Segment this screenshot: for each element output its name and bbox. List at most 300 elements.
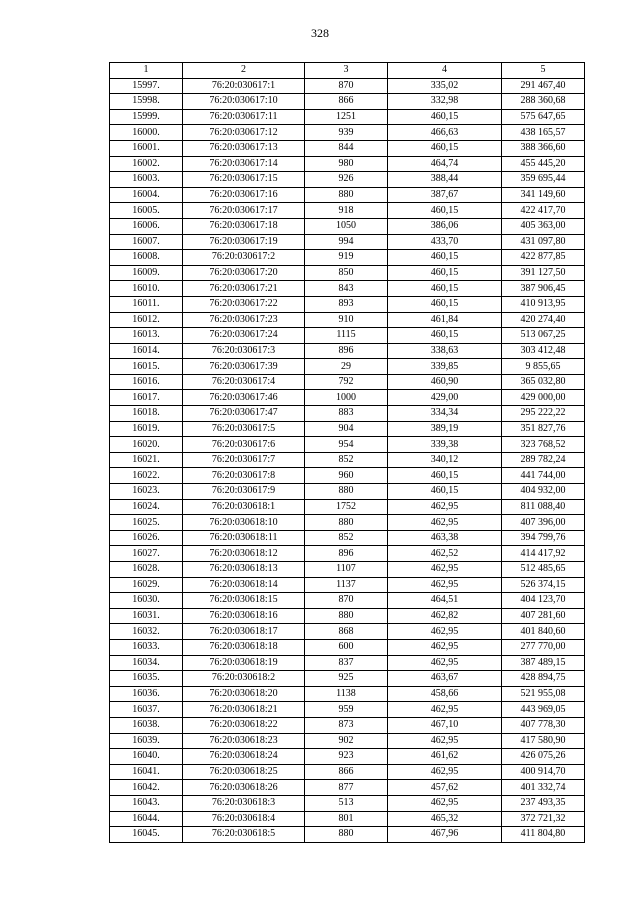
- value-cell: 431 097,80: [502, 234, 585, 250]
- cadastral-number-cell: 76:20:030617:9: [183, 484, 305, 500]
- table-row: [110, 717, 585, 733]
- value-cell: 422 417,70: [502, 203, 585, 219]
- row-number-cell: 16021.: [110, 452, 183, 468]
- table-row: [110, 639, 585, 655]
- row-number-cell: 16019.: [110, 421, 183, 437]
- area-cell: 868: [305, 624, 388, 640]
- rate-cell: 462,95: [388, 562, 502, 578]
- area-cell: 866: [305, 764, 388, 780]
- table-row: [110, 686, 585, 702]
- value-cell: 429 000,00: [502, 390, 585, 406]
- rate-cell: 460,15: [388, 203, 502, 219]
- rate-cell: 462,95: [388, 795, 502, 811]
- cadastral-number-cell: 76:20:030618:25: [183, 764, 305, 780]
- table-row: [110, 811, 585, 827]
- cadastral-number-cell: 76:20:030617:15: [183, 172, 305, 188]
- area-cell: 896: [305, 343, 388, 359]
- rate-cell: 386,06: [388, 218, 502, 234]
- area-cell: 893: [305, 296, 388, 312]
- value-cell: 394 799,76: [502, 530, 585, 546]
- column-header-5: 5: [502, 63, 585, 79]
- header-row: [110, 63, 585, 79]
- value-cell: 401 840,60: [502, 624, 585, 640]
- rate-cell: 429,00: [388, 390, 502, 406]
- value-cell: 291 467,40: [502, 78, 585, 94]
- area-cell: 980: [305, 156, 388, 172]
- table-row: [110, 499, 585, 515]
- area-cell: 852: [305, 452, 388, 468]
- value-cell: 438 165,57: [502, 125, 585, 141]
- cadastral-number-cell: 76:20:030618:16: [183, 608, 305, 624]
- rate-cell: 460,90: [388, 374, 502, 390]
- table-row: [110, 484, 585, 500]
- table-row: [110, 437, 585, 453]
- rate-cell: 460,15: [388, 281, 502, 297]
- row-number-cell: 16018.: [110, 406, 183, 422]
- cadastral-number-cell: 76:20:030617:8: [183, 468, 305, 484]
- value-cell: 428 894,75: [502, 671, 585, 687]
- value-cell: 341 149,60: [502, 187, 585, 203]
- row-number-cell: 16013.: [110, 328, 183, 344]
- rate-cell: 462,95: [388, 499, 502, 515]
- value-cell: 365 032,80: [502, 374, 585, 390]
- rate-cell: 462,95: [388, 624, 502, 640]
- cadastral-number-cell: 76:20:030618:23: [183, 733, 305, 749]
- cadastral-number-cell: 76:20:030618:14: [183, 577, 305, 593]
- row-number-cell: 16030.: [110, 593, 183, 609]
- rate-cell: 465,32: [388, 811, 502, 827]
- value-cell: 441 744,00: [502, 468, 585, 484]
- row-number-cell: 16029.: [110, 577, 183, 593]
- table-row: [110, 265, 585, 281]
- cadastral-number-cell: 76:20:030618:3: [183, 795, 305, 811]
- table-row: [110, 374, 585, 390]
- cadastral-number-cell: 76:20:030617:6: [183, 437, 305, 453]
- row-number-cell: 16007.: [110, 234, 183, 250]
- area-cell: 954: [305, 437, 388, 453]
- table-row: [110, 421, 585, 437]
- rate-cell: 460,15: [388, 250, 502, 266]
- area-cell: 600: [305, 639, 388, 655]
- cadastral-number-cell: 76:20:030617:24: [183, 328, 305, 344]
- row-number-cell: 16039.: [110, 733, 183, 749]
- cadastral-number-cell: 76:20:030618:22: [183, 717, 305, 733]
- row-number-cell: 16001.: [110, 140, 183, 156]
- table-row: [110, 203, 585, 219]
- value-cell: 411 804,80: [502, 827, 585, 843]
- rate-cell: 457,62: [388, 780, 502, 796]
- rate-cell: 462,95: [388, 733, 502, 749]
- value-cell: 512 485,65: [502, 562, 585, 578]
- row-number-cell: 16010.: [110, 281, 183, 297]
- row-number-cell: 16017.: [110, 390, 183, 406]
- table-row: [110, 187, 585, 203]
- cadastral-number-cell: 76:20:030617:21: [183, 281, 305, 297]
- table-row: [110, 624, 585, 640]
- row-number-cell: 16002.: [110, 156, 183, 172]
- area-cell: 1107: [305, 562, 388, 578]
- row-number-cell: 16023.: [110, 484, 183, 500]
- row-number-cell: 16009.: [110, 265, 183, 281]
- cadastral-number-cell: 76:20:030617:47: [183, 406, 305, 422]
- area-cell: 873: [305, 717, 388, 733]
- row-number-cell: 16028.: [110, 562, 183, 578]
- cadastral-number-cell: 76:20:030617:11: [183, 109, 305, 125]
- row-number-cell: 16034.: [110, 655, 183, 671]
- rate-cell: 458,66: [388, 686, 502, 702]
- value-cell: 407 281,60: [502, 608, 585, 624]
- table-row: [110, 577, 585, 593]
- cadastral-number-cell: 76:20:030617:46: [183, 390, 305, 406]
- table-row: [110, 312, 585, 328]
- cadastral-number-cell: 76:20:030618:18: [183, 639, 305, 655]
- cadastral-number-cell: 76:20:030617:4: [183, 374, 305, 390]
- cadastral-number-cell: 76:20:030617:16: [183, 187, 305, 203]
- area-cell: 1050: [305, 218, 388, 234]
- area-cell: 801: [305, 811, 388, 827]
- table-row: [110, 733, 585, 749]
- rate-cell: 335,02: [388, 78, 502, 94]
- row-number-cell: 16016.: [110, 374, 183, 390]
- page-number: 328: [311, 26, 329, 40]
- row-number-cell: 16014.: [110, 343, 183, 359]
- table-row: [110, 530, 585, 546]
- table-row: [110, 390, 585, 406]
- rate-cell: 388,44: [388, 172, 502, 188]
- row-number-cell: 16003.: [110, 172, 183, 188]
- rate-cell: 460,15: [388, 468, 502, 484]
- cadastral-number-cell: 76:20:030617:13: [183, 140, 305, 156]
- value-cell: 426 075,26: [502, 749, 585, 765]
- cadastral-number-cell: 76:20:030618:13: [183, 562, 305, 578]
- value-cell: 407 396,00: [502, 515, 585, 531]
- cadastral-number-cell: 76:20:030618:26: [183, 780, 305, 796]
- area-cell: 880: [305, 484, 388, 500]
- cadastral-number-cell: 76:20:030617:20: [183, 265, 305, 281]
- table-row: [110, 125, 585, 141]
- row-number-cell: 16012.: [110, 312, 183, 328]
- area-cell: 904: [305, 421, 388, 437]
- value-cell: 410 913,95: [502, 296, 585, 312]
- table-row: [110, 546, 585, 562]
- cadastral-number-cell: 76:20:030617:5: [183, 421, 305, 437]
- cadastral-number-cell: 76:20:030618:1: [183, 499, 305, 515]
- area-cell: 880: [305, 608, 388, 624]
- area-cell: 1138: [305, 686, 388, 702]
- cadastral-number-cell: 76:20:030618:12: [183, 546, 305, 562]
- area-cell: 925: [305, 671, 388, 687]
- rate-cell: 462,95: [388, 655, 502, 671]
- area-cell: 919: [305, 250, 388, 266]
- row-number-cell: 16040.: [110, 749, 183, 765]
- row-number-cell: 16026.: [110, 530, 183, 546]
- value-cell: 323 768,52: [502, 437, 585, 453]
- cadastral-number-cell: 76:20:030618:24: [183, 749, 305, 765]
- rate-cell: 340,12: [388, 452, 502, 468]
- cadastral-number-cell: 76:20:030617:3: [183, 343, 305, 359]
- row-number-cell: 16006.: [110, 218, 183, 234]
- column-header-1: 1: [110, 63, 183, 79]
- value-cell: 388 366,60: [502, 140, 585, 156]
- area-cell: 883: [305, 406, 388, 422]
- area-cell: 1251: [305, 109, 388, 125]
- table-row: [110, 608, 585, 624]
- cadastral-number-cell: 76:20:030617:23: [183, 312, 305, 328]
- cadastral-number-cell: 76:20:030617:7: [183, 452, 305, 468]
- rate-cell: 462,52: [388, 546, 502, 562]
- area-cell: 910: [305, 312, 388, 328]
- value-cell: 387 906,45: [502, 281, 585, 297]
- area-cell: 896: [305, 546, 388, 562]
- area-cell: 1137: [305, 577, 388, 593]
- cadastral-number-cell: 76:20:030618:10: [183, 515, 305, 531]
- value-cell: 387 489,15: [502, 655, 585, 671]
- rate-cell: 461,84: [388, 312, 502, 328]
- area-cell: 880: [305, 515, 388, 531]
- value-cell: 359 695,44: [502, 172, 585, 188]
- row-number-cell: 16008.: [110, 250, 183, 266]
- value-cell: 811 088,40: [502, 499, 585, 515]
- table-row: [110, 702, 585, 718]
- row-number-cell: 16045.: [110, 827, 183, 843]
- row-number-cell: 15997.: [110, 78, 183, 94]
- column-header-2: 2: [183, 63, 305, 79]
- table-row: [110, 764, 585, 780]
- cadastral-number-cell: 76:20:030618:17: [183, 624, 305, 640]
- rate-cell: 339,85: [388, 359, 502, 375]
- rate-cell: 460,15: [388, 296, 502, 312]
- rate-cell: 389,19: [388, 421, 502, 437]
- value-cell: 401 332,74: [502, 780, 585, 796]
- table-row: [110, 671, 585, 687]
- table-row: [110, 94, 585, 110]
- table-row: [110, 109, 585, 125]
- column-header-4: 4: [388, 63, 502, 79]
- rate-cell: 460,15: [388, 328, 502, 344]
- rate-cell: 339,38: [388, 437, 502, 453]
- cadastral-number-cell: 76:20:030618:21: [183, 702, 305, 718]
- value-cell: 575 647,65: [502, 109, 585, 125]
- value-cell: 513 067,25: [502, 328, 585, 344]
- value-cell: 417 580,90: [502, 733, 585, 749]
- cadastral-number-cell: 76:20:030618:15: [183, 593, 305, 609]
- row-number-cell: 16011.: [110, 296, 183, 312]
- area-cell: 792: [305, 374, 388, 390]
- value-cell: 407 778,30: [502, 717, 585, 733]
- area-cell: 959: [305, 702, 388, 718]
- value-cell: 391 127,50: [502, 265, 585, 281]
- table-row: [110, 172, 585, 188]
- value-cell: 526 374,15: [502, 577, 585, 593]
- row-number-cell: 16043.: [110, 795, 183, 811]
- area-cell: 513: [305, 795, 388, 811]
- rate-cell: 461,62: [388, 749, 502, 765]
- area-cell: 870: [305, 78, 388, 94]
- row-number-cell: 16032.: [110, 624, 183, 640]
- rate-cell: 462,95: [388, 515, 502, 531]
- rate-cell: 433,70: [388, 234, 502, 250]
- value-cell: 289 782,24: [502, 452, 585, 468]
- rate-cell: 460,15: [388, 265, 502, 281]
- table-row: [110, 218, 585, 234]
- row-number-cell: 16024.: [110, 499, 183, 515]
- table-body: [110, 78, 585, 842]
- data-table: [109, 62, 585, 843]
- rate-cell: 462,82: [388, 608, 502, 624]
- cadastral-number-cell: 76:20:030617:2: [183, 250, 305, 266]
- area-cell: 902: [305, 733, 388, 749]
- rate-cell: 460,15: [388, 140, 502, 156]
- rate-cell: 464,51: [388, 593, 502, 609]
- rate-cell: 464,74: [388, 156, 502, 172]
- area-cell: 939: [305, 125, 388, 141]
- rate-cell: 467,10: [388, 717, 502, 733]
- rate-cell: 338,63: [388, 343, 502, 359]
- cadastral-number-cell: 76:20:030617:1: [183, 78, 305, 94]
- table-row: [110, 593, 585, 609]
- table-row: [110, 452, 585, 468]
- area-cell: 843: [305, 281, 388, 297]
- rate-cell: 460,15: [388, 109, 502, 125]
- column-header-3: 3: [305, 63, 388, 79]
- area-cell: 880: [305, 827, 388, 843]
- area-cell: 1000: [305, 390, 388, 406]
- value-cell: 404 123,70: [502, 593, 585, 609]
- value-cell: 443 969,05: [502, 702, 585, 718]
- area-cell: 837: [305, 655, 388, 671]
- table-row: [110, 406, 585, 422]
- value-cell: 372 721,32: [502, 811, 585, 827]
- row-number-cell: 16025.: [110, 515, 183, 531]
- rate-cell: 462,95: [388, 702, 502, 718]
- cadastral-number-cell: 76:20:030617:22: [183, 296, 305, 312]
- row-number-cell: 15998.: [110, 94, 183, 110]
- row-number-cell: 16005.: [110, 203, 183, 219]
- table-row: [110, 655, 585, 671]
- area-cell: 877: [305, 780, 388, 796]
- value-cell: 414 417,92: [502, 546, 585, 562]
- area-cell: 852: [305, 530, 388, 546]
- value-cell: 455 445,20: [502, 156, 585, 172]
- area-cell: 866: [305, 94, 388, 110]
- row-number-cell: 16004.: [110, 187, 183, 203]
- cadastral-number-cell: 76:20:030617:14: [183, 156, 305, 172]
- row-number-cell: 16035.: [110, 671, 183, 687]
- row-number-cell: 16041.: [110, 764, 183, 780]
- rate-cell: 462,95: [388, 764, 502, 780]
- area-cell: 960: [305, 468, 388, 484]
- row-number-cell: 16033.: [110, 639, 183, 655]
- rate-cell: 462,95: [388, 639, 502, 655]
- row-number-cell: 16022.: [110, 468, 183, 484]
- table-row: [110, 78, 585, 94]
- area-cell: 1115: [305, 328, 388, 344]
- rate-cell: 332,98: [388, 94, 502, 110]
- value-cell: 404 932,00: [502, 484, 585, 500]
- rate-cell: 463,38: [388, 530, 502, 546]
- table-row: [110, 234, 585, 250]
- rate-cell: 463,67: [388, 671, 502, 687]
- value-cell: 277 770,00: [502, 639, 585, 655]
- value-cell: 420 274,40: [502, 312, 585, 328]
- value-cell: 295 222,22: [502, 406, 585, 422]
- cadastral-number-cell: 76:20:030618:4: [183, 811, 305, 827]
- rate-cell: 467,96: [388, 827, 502, 843]
- row-number-cell: 16042.: [110, 780, 183, 796]
- cadastral-number-cell: 76:20:030618:20: [183, 686, 305, 702]
- area-cell: 850: [305, 265, 388, 281]
- value-cell: 303 412,48: [502, 343, 585, 359]
- cadastral-number-cell: 76:20:030617:17: [183, 203, 305, 219]
- table-row: [110, 343, 585, 359]
- row-number-cell: 15999.: [110, 109, 183, 125]
- rate-cell: 466,63: [388, 125, 502, 141]
- table-row: [110, 780, 585, 796]
- row-number-cell: 16031.: [110, 608, 183, 624]
- table-row: [110, 140, 585, 156]
- value-cell: 9 855,65: [502, 359, 585, 375]
- cadastral-number-cell: 76:20:030617:10: [183, 94, 305, 110]
- value-cell: 351 827,76: [502, 421, 585, 437]
- rate-cell: 460,15: [388, 484, 502, 500]
- area-cell: 918: [305, 203, 388, 219]
- table-row: [110, 281, 585, 297]
- table-row: [110, 359, 585, 375]
- cadastral-number-cell: 76:20:030617:18: [183, 218, 305, 234]
- table-row: [110, 328, 585, 344]
- value-cell: 422 877,85: [502, 250, 585, 266]
- table-row: [110, 296, 585, 312]
- cadastral-number-cell: 76:20:030618:11: [183, 530, 305, 546]
- cadastral-number-cell: 76:20:030618:2: [183, 671, 305, 687]
- cadastral-number-cell: 76:20:030617:39: [183, 359, 305, 375]
- table-row: [110, 156, 585, 172]
- row-number-cell: 16044.: [110, 811, 183, 827]
- row-number-cell: 16027.: [110, 546, 183, 562]
- rate-cell: 387,67: [388, 187, 502, 203]
- area-cell: 29: [305, 359, 388, 375]
- area-cell: 880: [305, 187, 388, 203]
- table-row: [110, 795, 585, 811]
- table-row: [110, 468, 585, 484]
- table-row: [110, 749, 585, 765]
- area-cell: 844: [305, 140, 388, 156]
- value-cell: 237 493,35: [502, 795, 585, 811]
- row-number-cell: 16000.: [110, 125, 183, 141]
- value-cell: 521 955,08: [502, 686, 585, 702]
- area-cell: 994: [305, 234, 388, 250]
- cadastral-number-cell: 76:20:030618:5: [183, 827, 305, 843]
- row-number-cell: 16037.: [110, 702, 183, 718]
- row-number-cell: 16015.: [110, 359, 183, 375]
- table-row: [110, 515, 585, 531]
- value-cell: 288 360,68: [502, 94, 585, 110]
- rate-cell: 462,95: [388, 577, 502, 593]
- value-cell: 405 363,00: [502, 218, 585, 234]
- area-cell: 926: [305, 172, 388, 188]
- table-row: [110, 250, 585, 266]
- cadastral-number-cell: 76:20:030617:19: [183, 234, 305, 250]
- area-cell: 870: [305, 593, 388, 609]
- row-number-cell: 16020.: [110, 437, 183, 453]
- cadastral-number-cell: 76:20:030618:19: [183, 655, 305, 671]
- table-row: [110, 562, 585, 578]
- rate-cell: 334,34: [388, 406, 502, 422]
- cadastral-number-cell: 76:20:030617:12: [183, 125, 305, 141]
- row-number-cell: 16036.: [110, 686, 183, 702]
- table-row: [110, 827, 585, 843]
- value-cell: 400 914,70: [502, 764, 585, 780]
